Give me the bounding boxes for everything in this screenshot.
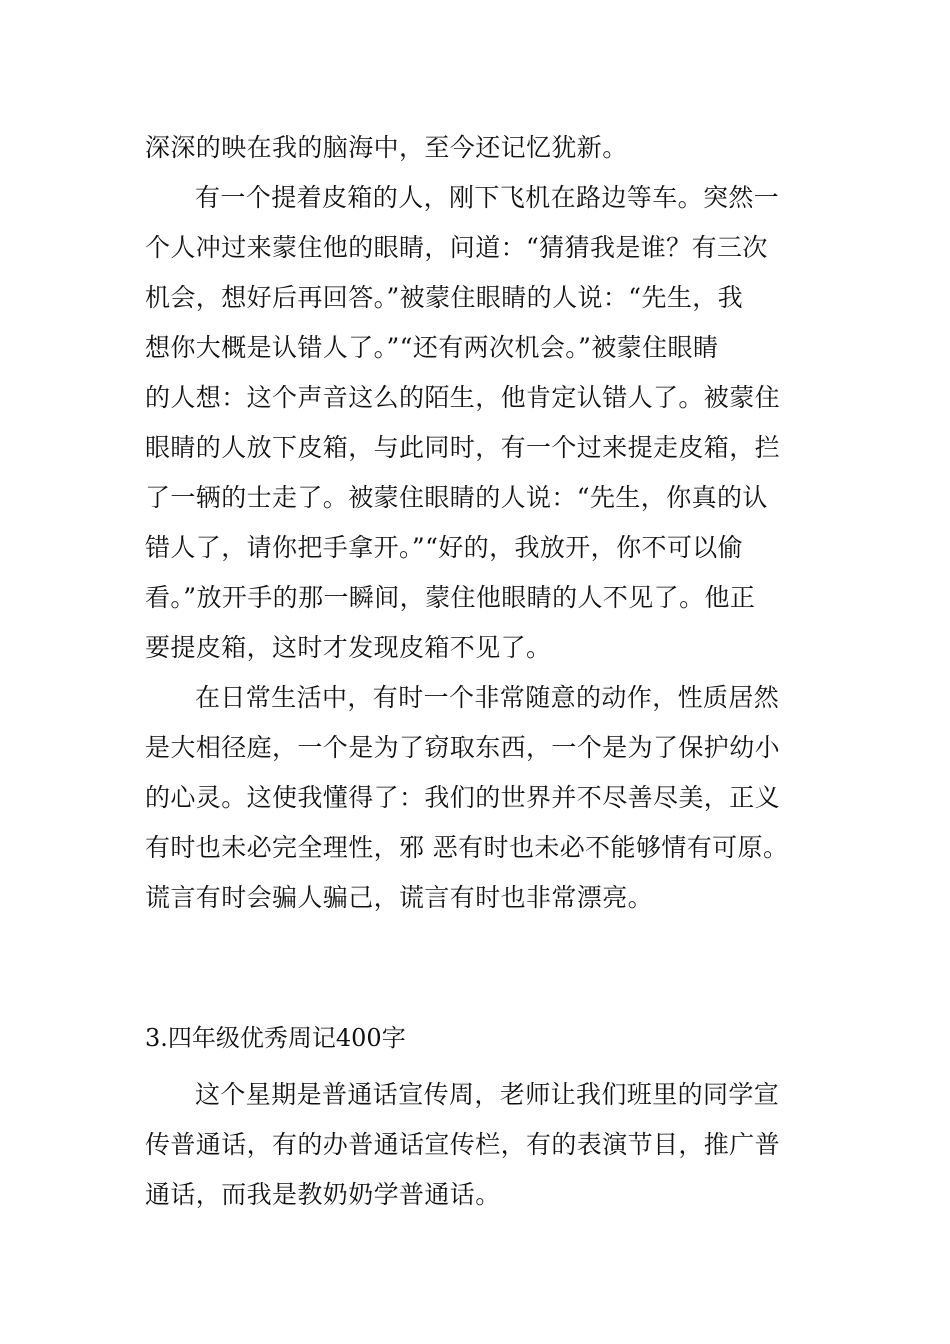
text-line: 的心灵。这使我懂得了：我们的世界并不尽善尽美，正义 xyxy=(145,783,781,812)
text-line: 看。”放开手的那一瞬间，蒙住他眼睛的人不见了。他正 xyxy=(145,583,756,612)
text-line: 通话，而我是教奶奶学普通话。 xyxy=(145,1180,501,1209)
text-line: 有一个提着皮箱的人，刚下飞机在路边等车。突然一 xyxy=(195,183,780,212)
text-line: 深深的映在我的脑海中，至今还记忆犹新。 xyxy=(145,133,628,162)
text-line: 要提皮箱，这时才发现皮箱不见了。 xyxy=(145,633,552,662)
paragraph-weekly xyxy=(145,1070,810,1220)
text-line: 在日常生活中，有时一个非常随意的动作，性质居然 xyxy=(195,683,780,712)
text-line: 眼睛的人放下皮箱，与此同时，有一个过来提走皮箱，拦 xyxy=(145,433,781,462)
paragraph-story xyxy=(145,173,810,673)
text-line: 是大相径庭，一个是为了窃取东西，一个是为了保护幼小 xyxy=(145,733,781,762)
text-line: 有时也未必完全理性，邪 恶有时也未必不能够情有可原。 xyxy=(145,833,789,862)
text-line: 错人了，请你把手拿开。”“好的，我放开，你不可以偷 xyxy=(145,533,744,562)
text-line: 这个星期是普通话宣传周，老师让我们班里的同学宣 xyxy=(195,1080,780,1109)
section-heading: 3.四年级优秀周记400字 xyxy=(145,1024,406,1052)
paragraph-continuation xyxy=(145,123,810,173)
text-line: 的人想：这个声音这么的陌生，他肯定认错人了。被蒙住 xyxy=(145,383,781,412)
text-line: 个人冲过来蒙住他的眼睛，问道：“猜猜我是谁？有三次 xyxy=(145,233,768,262)
paragraph-reflection xyxy=(145,673,810,923)
text-line: 谎言有时会骗人骗己，谎言有时也非常漂亮。 xyxy=(145,883,654,912)
text-line: 了一辆的士走了。被蒙住眼睛的人说：“先生，你真的认 xyxy=(145,483,768,512)
text-line: 机会，想好后再回答。”被蒙住眼睛的人说：“先生，我 xyxy=(145,283,744,312)
text-line: 想你大概是认错人了。”“还有两次机会。”被蒙住眼睛 xyxy=(145,333,719,362)
text-line: 传普通话，有的办普通话宣传栏，有的表演节目，推广普 xyxy=(145,1130,781,1159)
